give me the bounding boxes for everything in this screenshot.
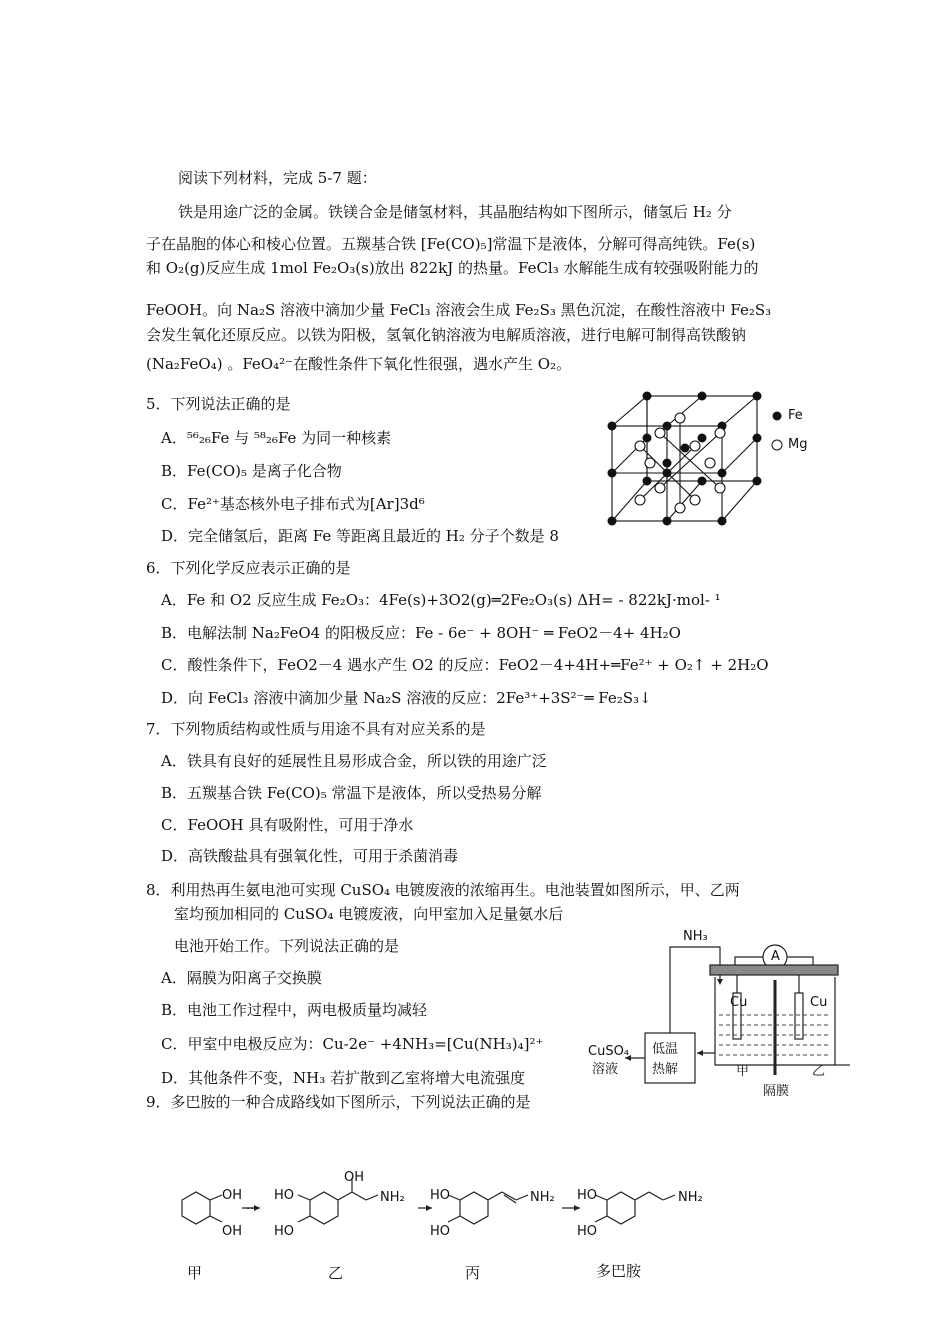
route-label-jia: 甲 [187,1264,203,1282]
intro-line-4: FeOOH。向 Na₂S 溶液中滴加少量 FeCl₃ 溶液会生成 Fe₂S₃ 黑色沉淀，在酸性溶液中 Fe₂S₃ [146,301,772,319]
legend-fe-label: Fe [788,408,803,423]
dopamine-ho-bottom: HO [577,1224,598,1239]
q8-option-b[interactable]: B．电池工作过程中，两电极质量均减轻 [161,1001,428,1019]
jia-oh-top: OH [222,1188,243,1203]
dopamine-ho-top: HO [577,1188,598,1203]
q7-option-c[interactable]: C．FeOOH 具有吸附性，可用于净水 [161,816,414,834]
jia-oh-bottom: OH [222,1224,243,1239]
q8-option-c[interactable]: C．甲室中电极反应为：Cu-2e⁻ +4NH₃=[Cu(NH₃)₄]²⁺ [161,1035,544,1053]
intro-line-3: 和 O₂(g)反应生成 1mol Fe₂O₃(s)放出 822kJ 的热量。FeCl₃ 水解能生成有较强吸附能力的 [146,259,759,277]
q6-option-a[interactable]: A．Fe 和 O2 反应生成 Fe₂O₃：4Fe(s)+3O2(g)═2Fe₂O₃(s) ΔH= - 822kJ·mol- ¹ [161,591,721,609]
q8-option-d[interactable]: D．其他条件不变，NH₃ 若扩散到乙室将增大电流强度 [161,1069,526,1087]
intro-instruction: 阅读下列材料，完成 5-7 题： [178,169,377,187]
q6-option-c[interactable]: C．酸性条件下，FeO2－4 遇水产生 O2 的反应：FeO2－4+4H+═Fe²⁺ + O₂↑ + 2H₂O [161,656,769,674]
intro-line-6: (Na₂FeO₄) 。FeO₄²⁻在酸性条件下氧化性很强，遇水产生 O₂。 [146,355,572,373]
route-label-bing: 丙 [465,1264,481,1282]
q5-option-b[interactable]: B．Fe(CO)₅ 是离子化合物 [161,462,342,480]
intro-line-2: 子在晶胞的体心和棱心位置。五羰基合铁 [Fe(CO)₅]常温下是液体，分解可得高纯铁。Fe(s) [146,235,756,253]
nh3-label: NH₃ [683,929,708,944]
jia-chamber-label: 甲 [736,1064,750,1079]
yi-ho-top: HO [274,1188,295,1203]
yi-ho-bottom: HO [274,1224,295,1239]
solution-label: 溶液 [592,1062,619,1077]
q8-stem-1: 8．利用热再生氨电池可实现 CuSO₄ 电镀废液的浓缩再生。电池装置如图所示，甲、乙两 [146,881,740,899]
legend-mg-label: Mg [788,437,808,452]
cuso4-label: CuSO₄ [588,1044,630,1059]
q9-stem: 9．多巴胺的一种合成路线如下图所示，下列说法正确的是 [146,1093,531,1111]
cu-left-label: Cu [730,995,748,1010]
route-dots: ··· [246,1202,259,1217]
q5-option-d[interactable]: D．完全储氢后，距离 Fe 等距离且最近的 H₂ 分子个数是 8 [161,527,559,545]
yi-nh2: NH₂ [380,1190,405,1205]
ammeter-label: A [771,949,780,964]
membrane-label: 隔膜 [763,1084,790,1099]
intro-line-1: 铁是用途广泛的金属。铁镁合金是储氢材料，其晶胞结构如下图所示，储氢后 H₂ 分 [178,203,732,221]
bing-ho-bottom: HO [430,1224,451,1239]
yi-chamber-label: 乙 [812,1064,826,1079]
intro-line-5: 会发生氧化还原反应。以铁为阳极，氢氧化钠溶液为电解质溶液，进行电解可制得高铁酸钠 [146,326,747,344]
q5-option-a[interactable]: A．⁵⁶₂₆Fe 与 ⁵⁸₂₆Fe 为同一种核素 [161,429,392,447]
q5-option-c[interactable]: C．Fe²⁺基态核外电子排布式为[Ar]3d⁶ [161,495,425,513]
bing-ho-top: HO [430,1188,451,1203]
route-label-dopamine: 多巴胺 [596,1262,642,1280]
q7-stem: 7．下列物质结构或性质与用途不具有对应关系的是 [146,720,486,738]
q7-option-a[interactable]: A．铁具有良好的延展性且易形成合金，所以铁的用途广泛 [161,752,547,770]
cu-right-label: Cu [810,995,828,1010]
legend-mg-dot [772,440,782,450]
q6-option-d[interactable]: D．向 FeCl₃ 溶液中滴加少量 Na₂S 溶液的反应：2Fe³⁺+3S²⁻═ Fe₂S₃↓ [161,689,652,707]
yi-oh: OH [344,1170,365,1185]
q5-stem: 5．下列说法正确的是 [146,395,291,413]
dopamine-nh2: NH₂ [678,1190,703,1205]
q8-stem-2: 室均预加相同的 CuSO₄ 电镀废液，向甲室加入足量氨水后 [174,905,564,923]
q8-option-a[interactable]: A．隔膜为阳离子交换膜 [161,969,322,987]
legend-fe-dot [773,412,782,421]
q7-option-b[interactable]: B．五羰基合铁 Fe(CO)₅ 常温下是液体，所以受热易分解 [161,784,542,802]
route-label-yi: 乙 [328,1264,344,1282]
bing-nh2: NH₂ [530,1190,555,1205]
box-label-2: 热解 [652,1062,679,1077]
box-label-1: 低温 [652,1042,679,1057]
q7-option-d[interactable]: D．高铁酸盐具有强氧化性，可用于杀菌消毒 [161,847,459,865]
q8-stem-3: 电池开始工作。下列说法正确的是 [174,937,400,955]
q6-stem: 6．下列化学反应表示正确的是 [146,559,351,577]
q6-option-b[interactable]: B．电解法制 Na₂FeO4 的阳极反应：Fe - 6e⁻ + 8OH⁻ ═ FeO2－4+ 4H₂O [161,624,681,642]
